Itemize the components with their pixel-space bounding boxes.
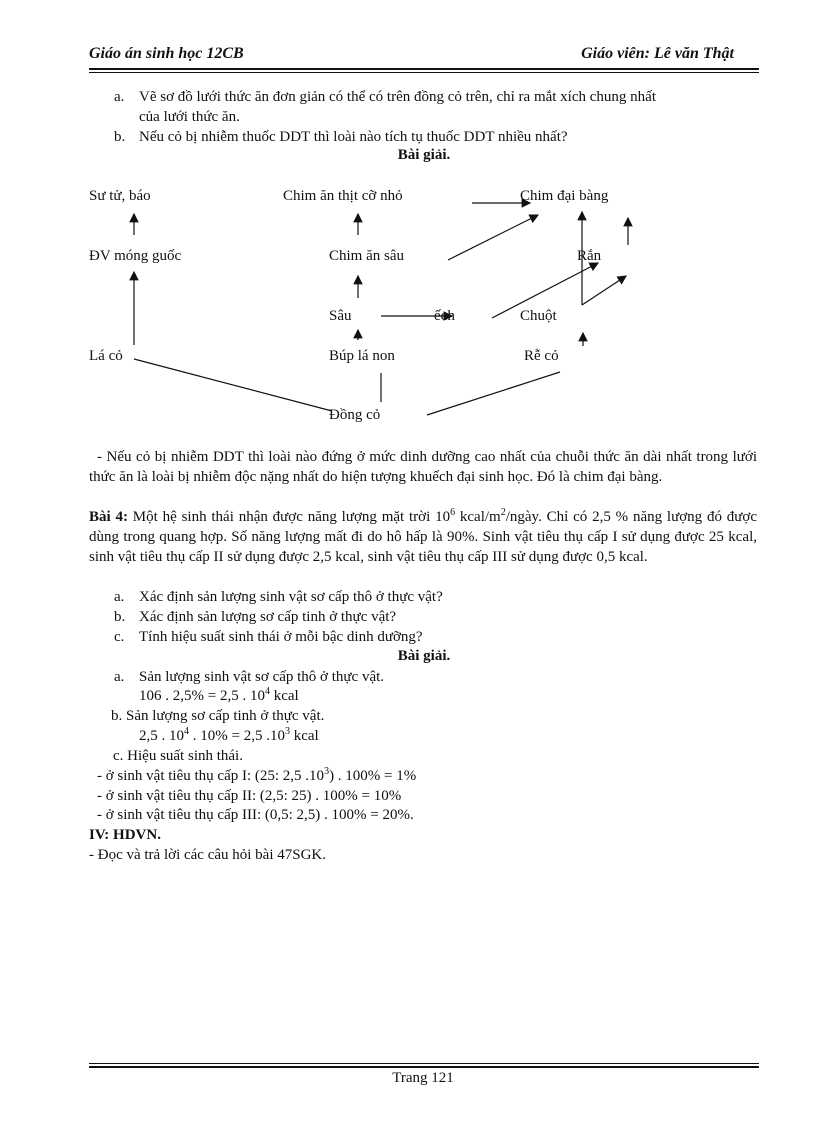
node-chim-an-thit: Chim ăn thịt cỡ nhỏ [283,188,403,204]
line-dongco-reco [427,372,560,415]
bai4-question-c: c. Tính hiệu suất sinh thái ở mỗi bậc dinh dưỡng? [114,629,423,645]
bai4-question-a: a. Xác định sản lượng sinh vật sơ cấp thô ở thực vật? [114,589,443,605]
bai4-sol-a: a. Sản lượng sinh vật sơ cấp thô ở thực vật. [114,669,385,685]
intro-item-a: a. Vẽ sơ đồ lưới thức ăn đơn giản có thể có trên đồng cỏ trên, chỉ ra mắt xích chung nhất của lưới thức ăn. [114,89,656,125]
bai4-solution-heading: Bài giải. [397,648,451,664]
node-ech: ếch [434,308,455,324]
node-dong-co: Đồng cỏ [329,407,381,423]
bai4-sol-c: c. Hiệu suất sinh thái. [113,748,243,764]
footer-rule-thin [89,1063,759,1064]
node-sau: Sâu [329,308,352,324]
node-chim-an-sau: Chim ăn sâu [329,248,404,264]
arrow-chimansau-to-daibang [448,215,538,260]
line-laco-dongco [134,359,332,411]
node-bup-la-non: Búp lá non [329,348,395,364]
answer-paragraph: - Nếu cỏ bị nhiễm DDT thì loài nào đứng ở mức dinh dưỡng cao nhất của chuỗi thức ăn dài nhất trong lưới thức ăn là loài bị nhiễm độc nặng nhất do hiện tượng khuếch đại sinh học. Đó là chim đại bàng. [89,449,757,485]
node-dv-mong-guoc: ĐV móng guốc [89,248,182,264]
header-left: Giáo án sinh học 12CB [89,45,244,62]
hdvn-heading: IV: HDVN. [89,827,161,843]
node-ran: Rắn [577,248,602,264]
node-chim-dai-bang: Chim đại bàng [520,188,609,204]
page-number: Trang 121 [392,1070,454,1086]
bai4-problem: Bài 4: Một hệ sinh thái nhận được năng lượng mặt trời $10^6$ kcal/$m^2$/ngày. Chỉ có 2,5 % năng lượng đó được dùng trong quang hợp. Số năng lượng mất đi do hô hấp là 90%. Sinh vật tiêu thụ cấp I sử dụng được 25 kcal, sinh vật tiêu thụ cấp II sử dụng được 2,5 kcal, sinh vật tiêu thụ cấp III sử dụng được 0,5 kcal. [89,507,757,565]
node-su-tu-bao: Sư tử, báo [89,188,151,204]
node-chuot: Chuột [520,308,557,324]
hdvn-text: - Đọc và trả lời các câu hỏi bài 47SGK. [89,847,327,863]
intro-item-b: b. Nếu cỏ bị nhiễm thuốc DDT thì loài nào tích tụ thuốc DDT nhiều nhất? [114,129,568,145]
bai4-sol-b: b. Sản lượng sơ cấp tinh ở thực vật. [111,708,325,724]
solution-heading: Bài giải. [397,147,451,163]
node-re-co: Rễ cỏ [524,348,559,364]
arrow-chuot-to-ran [582,276,626,305]
footer-rule-thick [89,1066,759,1068]
bai4-sol-b-calc: 2,5 . $10^4$ . 10% = 2,5 $.10^3$ kcal [139,726,319,744]
bai4-eff-3: - ở sinh vật tiêu thụ cấp III: (0,5: 2,5) . 100% = 20%. [97,807,414,823]
bai4-sol-a-calc: 106 . 2,5% = 2,5 . $10^4$ kcal [139,686,299,704]
bai4-eff-2: - ở sinh vật tiêu thụ cấp II: (2,5: 25) . 100% = 10% [97,788,402,804]
bai4-question-b: b. Xác định sản lượng sơ cấp tinh ở thực vật? [114,609,397,625]
header-right: Giáo viên: Lê văn Thật [581,45,734,62]
node-la-co: Lá cỏ [89,348,123,364]
bai4-questions [114,587,443,647]
bai4-eff-1: - ở sinh vật tiêu thụ cấp I: (25: 2,5 $.10^3$) . 100% = 1% [97,766,417,784]
